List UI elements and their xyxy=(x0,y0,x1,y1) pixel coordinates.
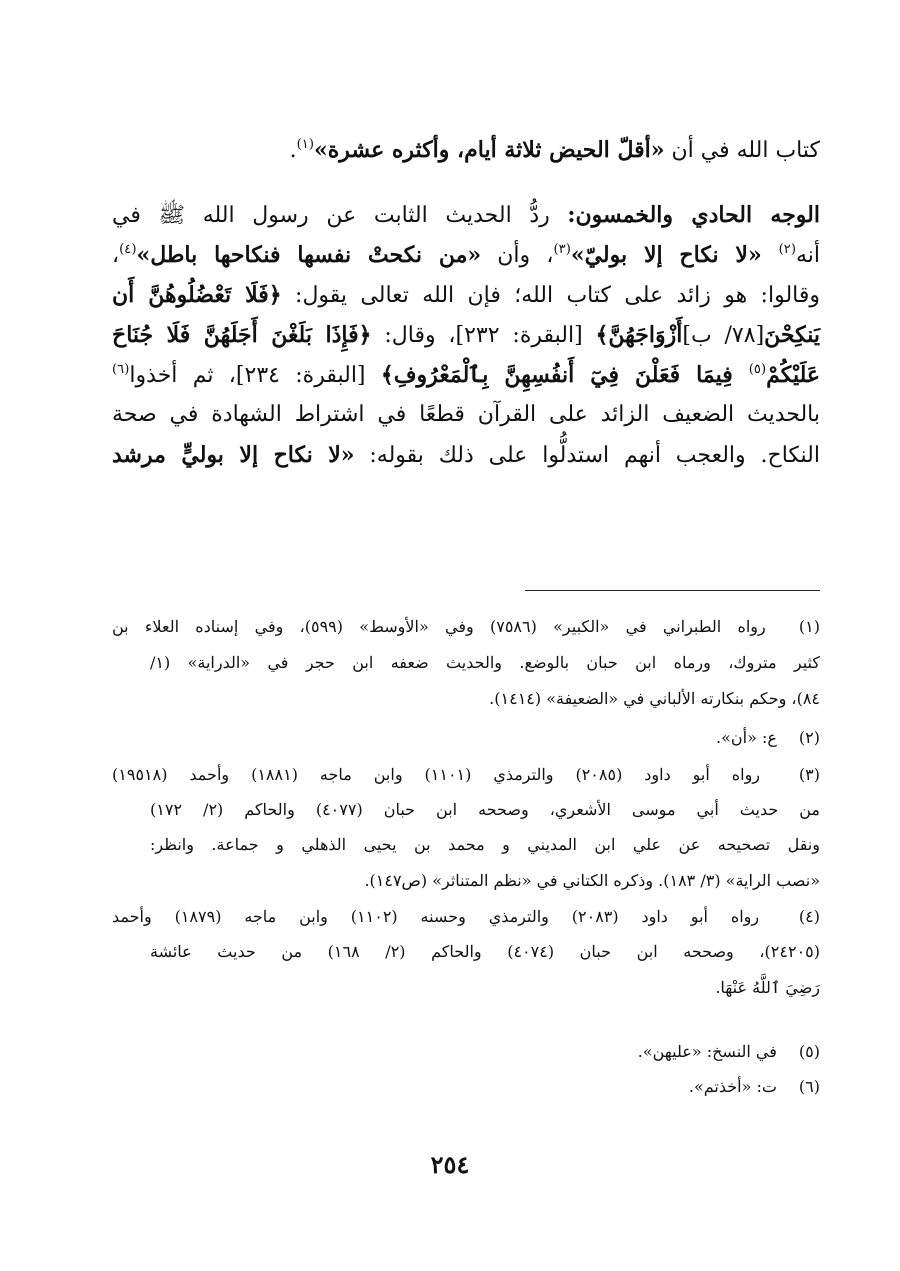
text-segment: . xyxy=(289,138,297,163)
footnote-line xyxy=(150,648,820,678)
text-segment: [٧٨/ ب] xyxy=(682,323,765,348)
text-segment: أنه xyxy=(795,243,820,268)
text-line xyxy=(112,398,820,432)
text-line xyxy=(112,318,820,352)
text-line xyxy=(112,133,820,167)
text-segment: «لا نكاح إلا بوليٍّ مرشد xyxy=(112,442,355,468)
footnote-text: ونقل تصحيحه عن علي ابن المديني و محمد بن يحيى الذهلي و جماعة. وانظر: xyxy=(150,835,820,854)
footnote-ref: (٤) xyxy=(119,241,137,257)
text-segment: وقالوا: هو زائد على كتاب الله؛ فإن الله تعالى يقول: xyxy=(281,283,820,308)
footnote-line xyxy=(150,937,820,967)
footnote-number: (٦) xyxy=(798,1077,820,1096)
footnote-number: (٥) xyxy=(798,1042,820,1061)
text-segment: ﴿فَلَا تَعْضُلُوهُنَّ أَن xyxy=(112,282,282,308)
footnote-line xyxy=(112,902,820,932)
text-segment: «أقلّ الحيض ثلاثة أيام، وأكثره عشرة» xyxy=(314,137,665,163)
text-segment: الوجه الحادي والخمسون: xyxy=(567,202,820,228)
text-segment: بالحديث الضعيف الزائد على القرآن قطعًا في اشتراط الشهادة في صحة xyxy=(112,402,820,427)
footnote-text: ع: «أن». xyxy=(716,728,777,747)
text-segment: يَنكِحْنَ xyxy=(764,322,821,348)
footnote-text: رواه أبو داود (٢٠٨٣) والترمذي وحسنه (١١٠٢) وابن ماجه (١٨٧٩) وأحمد xyxy=(112,907,760,926)
text-segment: «لا نكاح إلا بوليّ» xyxy=(570,242,779,268)
footnote-ref: (٥) xyxy=(748,361,767,377)
footnote-text: في النسخ: «عليهن». xyxy=(637,1042,777,1061)
footnote-line xyxy=(150,973,820,1003)
footnote-ref: (٢) xyxy=(778,241,796,257)
text-line xyxy=(112,238,820,272)
footnote-number: (٤) xyxy=(798,907,820,926)
text-line xyxy=(112,278,820,312)
text-segment: «من نكحتْ نفسها فنكاحها باطل» xyxy=(136,242,482,268)
text-line xyxy=(112,438,820,472)
footnote-text: رَضِيَ ٱللَّهُ عَنْهَا. xyxy=(715,978,820,997)
text-segment: [البقرة: ٢٣٢]، وقال: xyxy=(371,323,596,348)
text-line xyxy=(112,358,820,392)
footnote-line xyxy=(150,684,820,714)
footnote-line xyxy=(112,612,820,642)
footnote-text: ت: «أخذتم». xyxy=(688,1077,777,1096)
text-segment: فِيمَا فَعَلْنَ فِيٓ أَنفُسِهِنَّ بِٱلْمَعْرُوفِ﴾ xyxy=(380,362,749,388)
footnote-text: كثير متروك، ورماه ابن حبان بالوضع. والحديث ضعفه ابن حجر في «الدراية» (١/ xyxy=(150,653,820,672)
footnote-number: (١) xyxy=(798,617,820,636)
text-line xyxy=(112,198,820,232)
footnote-text: ٨٤)، وحكم بنكارته الألباني في «الضعيفة» (١٤١٤). xyxy=(489,689,820,708)
footnote-ref: (٣) xyxy=(553,241,571,257)
footnote-text: من حديث أبي موسى الأشعري، وصححه ابن حبان (٤٠٧٧) والحاكم (٢/ ١٧٢) xyxy=(150,800,820,819)
footnote-text: رواه أبو داود (٢٠٨٥) والترمذي (١١٠١) وابن ماجه (١٨٨١) وأحمد (١٩٥١٨) xyxy=(112,765,761,784)
footnote-text: رواه الطبراني في «الكبير» (٧٥٨٦) وفي «الأوسط» (٥٩٩)، وفي إسناده العلاء بن xyxy=(112,617,766,636)
footnote-line xyxy=(112,760,820,790)
text-segment: النكاح. والعجب أنهم استدلُّوا على ذلك بقوله: xyxy=(354,443,820,468)
text-segment: ﴿فَإِذَا بَلَغْنَ أَجَلَهُنَّ فَلَا جُنَاحَ xyxy=(112,322,372,348)
text-segment: عَلَيْكُمْ xyxy=(766,362,820,388)
text-segment: [البقرة: ٢٣٤]، ثم أخذوا xyxy=(129,363,381,388)
footnote-text: «نصب الراية» (٣/ ١٨٣). وذكره الكتاني في «نظم المتناثر» (ص١٤٧). xyxy=(364,871,820,890)
footnote-number: (٢) xyxy=(798,728,820,747)
footnote-line xyxy=(112,723,820,753)
footnote-line xyxy=(150,830,820,860)
footnote-line xyxy=(150,866,820,896)
text-segment: أَزْوَاجَهُنَّ﴾ xyxy=(595,322,683,348)
text-segment: ، وأن xyxy=(481,243,554,268)
footnote-line xyxy=(150,795,820,825)
footnote-text: (٢٤٢٠٥)، وصححه ابن حبان (٤٠٧٤) والحاكم (٢/ ١٦٨) من حديث عائشة xyxy=(150,942,820,961)
footnote-number: (٣) xyxy=(798,765,820,784)
footnote-separator xyxy=(525,590,820,591)
text-segment: ردُّ الحديث الثابت عن رسول الله ﷺ في xyxy=(112,203,568,228)
footnote-line xyxy=(112,1037,820,1067)
text-segment: ، xyxy=(112,243,120,268)
page-number: ٢٥٤ xyxy=(430,1150,470,1179)
footnote-ref: (١) xyxy=(296,136,315,152)
footnote-ref: (٦) xyxy=(112,361,130,377)
footnote-line xyxy=(112,1072,820,1102)
text-segment: كتاب الله في أن xyxy=(664,138,820,163)
